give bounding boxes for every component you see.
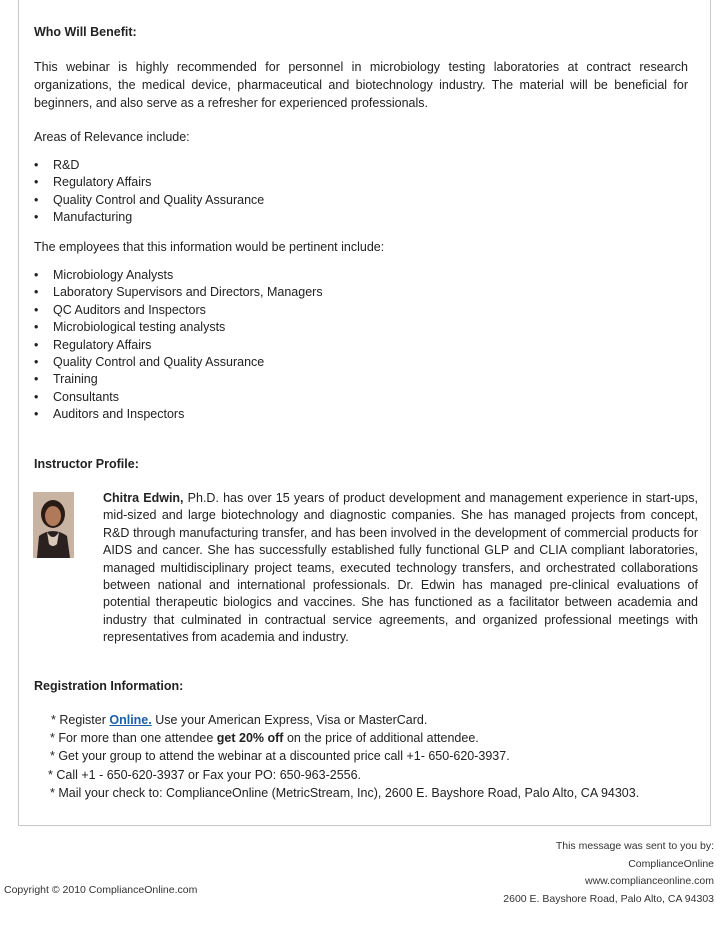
footer-sender-info <box>503 838 714 908</box>
benefit-paragraph: This webinar is highly recommended for personnel in microbiology testing laboratories at contract research organizations, the medical device, pharmaceutical and biotechnology industry. The material will be beneficial for beginners, and also serve as a refresher for experienced professionals. <box>34 60 688 110</box>
website-link[interactable]: www.complianceonline.com <box>585 875 714 888</box>
register-online-link[interactable]: Online. <box>109 713 152 727</box>
instructor-photo <box>33 492 74 558</box>
registration-heading: Registration Information: <box>34 679 184 693</box>
registration-info <box>48 711 639 802</box>
list-item: • QC Auditors and Inspectors <box>34 302 206 317</box>
relevance-list <box>34 157 264 227</box>
list-item: • Microbiology Analysts <box>34 268 174 282</box>
employees-list <box>34 267 323 424</box>
portrait-image <box>33 492 74 558</box>
list-item: • Regulatory Affairs <box>34 337 152 352</box>
benefit-heading: Who Will Benefit: <box>34 25 137 39</box>
list-item: • Microbiological testing analysts <box>34 320 226 335</box>
instructor-bio-text: Ph.D. has over 15 years of product development and management experience in start-ups, mid-sized and large biotechnology and diagnostic companies. She has managed projects from concept, R&D through manufacturing transfer, and has been involved in the development of commercial products for AIDS and cancer. She has successfully established fully functional GLP and CLIA compliant laboratories, managed multidisciplinary project teams, executed technology transfers, and orchestrated collaborations between national and international professionals. Dr. Edwin has managed pre-clinical evaluations of potential therapeutic biologics and vaccines. She has functioned as a facilitator between academia and industry that culminated in contractual service agreements, and organized professional meetings with representatives from academia and industry. <box>103 491 698 645</box>
list-item: • R&D <box>34 158 80 172</box>
registration-line: * Register Online. Use your American Express, Visa or MasterCard. <box>51 713 428 727</box>
list-item: • Auditors and Inspectors <box>34 407 185 422</box>
instructor-heading: Instructor Profile: <box>34 457 139 471</box>
list-item: • Regulatory Affairs <box>34 175 152 190</box>
list-item: • Consultants <box>34 389 120 404</box>
relevance-intro: Areas of Relevance include: <box>34 130 190 144</box>
discount-text: get 20% off <box>216 731 284 746</box>
registration-line: * Get your group to attend the webinar at a discounted price call +1- 650-620-3937. <box>50 749 510 764</box>
sent-by-label: This message was sent to you by: <box>555 840 714 852</box>
registration-line: * For more than one attendee get 20% off on the price of additional attendee. <box>50 731 479 746</box>
registration-line: * Call +1 - 650-620-3937 or Fax your PO: 650-963-2556. <box>48 767 362 782</box>
list-item: • Quality Control and Quality Assurance <box>34 355 265 370</box>
company-address: 2600 E. Bayshore Road, Palo Alto, CA 94303 <box>503 892 714 905</box>
employees-intro: The employees that this information would be pertinent include: <box>34 240 385 254</box>
company-name: ComplianceOnline <box>628 857 714 870</box>
copyright-text: Copyright © 2010 ComplianceOnline.com <box>4 884 198 896</box>
list-item: • Manufacturing <box>34 210 133 225</box>
registration-line: * Mail your check to: ComplianceOnline (MetricStream, Inc), 2600 E. Bayshore Road, Palo Alto, CA 94303. <box>50 785 640 800</box>
instructor-name: Chitra Edwin, <box>103 491 184 505</box>
list-item: • Quality Control and Quality Assurance <box>34 192 265 207</box>
instructor-bio <box>103 490 698 647</box>
list-item: • Training <box>34 372 98 387</box>
list-item: • Laboratory Supervisors and Directors, Managers <box>34 285 323 300</box>
